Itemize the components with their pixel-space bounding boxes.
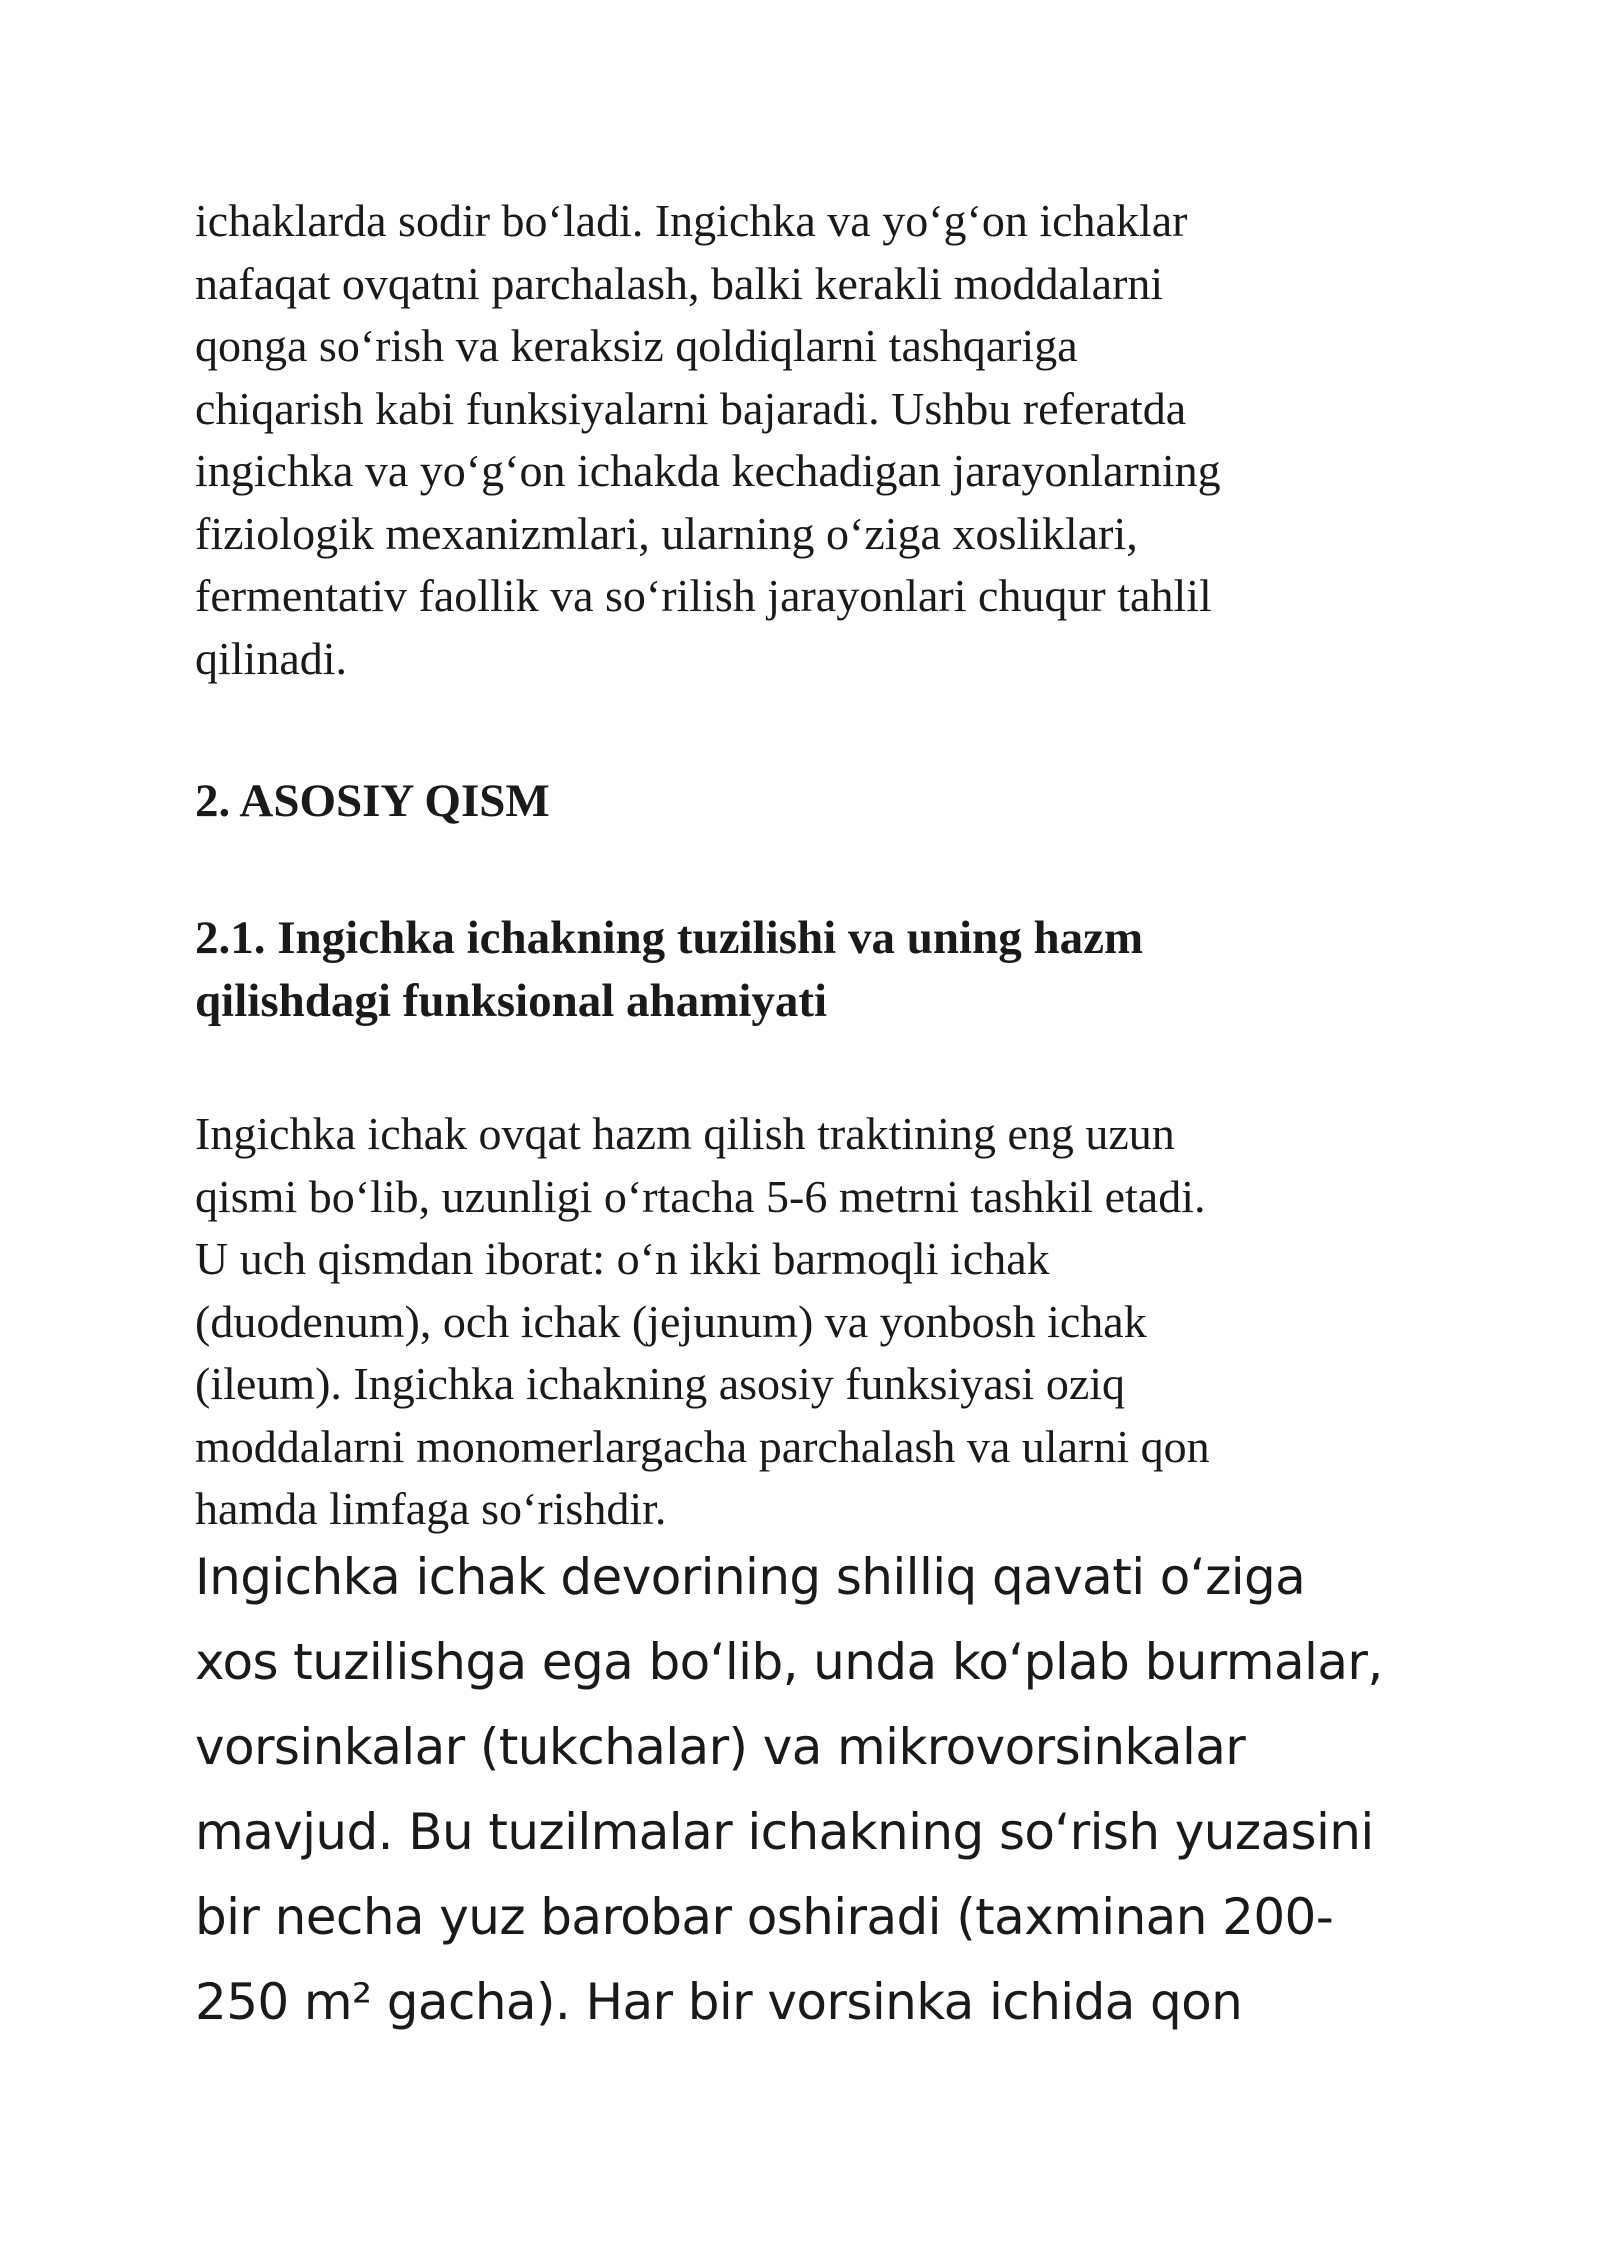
intro-line: chiqarish kabi funksiyalarni bajaradi. Ushbu referatda bbox=[195, 382, 1187, 434]
intro-line: fermentativ faollik va so‘rilish jarayonlari chuqur tahlil bbox=[195, 570, 1212, 621]
paragraph-line: mavjud. Bu tuzilmalar ichakning soʻrish yuzasini bbox=[195, 1803, 1374, 1861]
intro-line: ichaklarda sodir bo‘ladi. Ingichka va yo‘g‘on ichaklar bbox=[195, 195, 1188, 246]
paragraph-line: bir necha yuz barobar oshiradi (taxminan 200- bbox=[195, 1888, 1334, 1946]
intro-paragraph bbox=[195, 190, 1221, 690]
paragraph-line: (duodenum), och ichak (jejunum) va yonbosh ichak bbox=[195, 1295, 1147, 1347]
paragraph-line: Ingichka ichak ovqat hazm qilish traktining eng uzun bbox=[195, 1108, 1175, 1159]
subsection-heading bbox=[195, 907, 1143, 1032]
intro-line: ingichka va yo‘g‘on ichakda kechadigan jarayonlarning bbox=[195, 445, 1221, 496]
section-heading: 2. ASOSIY QISM bbox=[195, 775, 550, 827]
paragraph-line: moddalarni monomerlargacha parchalash va ularni qon bbox=[195, 1420, 1210, 1472]
intro-line: fiziologik mexanizmlari, ularning o‘ziga xosliklari, bbox=[195, 507, 1138, 559]
intro-line: qonga so‘rish va keraksiz qoldiqlarni tashqariga bbox=[195, 320, 1078, 371]
subsection-heading-line: qilishdagi funksional ahamiyati bbox=[195, 974, 828, 1027]
paragraph-line: vorsinkalar (tukchalar) va mikrovorsinkalar bbox=[195, 1718, 1246, 1776]
paragraph-line: qismi bo‘lib, uzunligi o‘rtacha 5-6 metrni tashkil etadi. bbox=[195, 1170, 1206, 1222]
subsection-heading-line: 2.1. Ingichka ichakning tuzilishi va uning hazm bbox=[195, 912, 1144, 964]
paragraph-line: xos tuzilishga ega boʻlib, unda koʻplab burmalar, bbox=[195, 1633, 1383, 1691]
paragraph-line: hamda limfaga so‘rishdir. bbox=[195, 1483, 667, 1534]
intro-line: nafaqat ovqatni parchalash, balki kerakli moddalarni bbox=[195, 257, 1164, 309]
paragraph-line: U uch qismdan iborat: o‘n ikki barmoqli ichak bbox=[195, 1233, 1050, 1284]
paragraph-line: 250 m² gacha). Har bir vorsinka ichida qon bbox=[195, 1973, 1243, 2031]
intro-line: qilinadi. bbox=[195, 632, 348, 684]
small-intestine-paragraph bbox=[195, 1103, 1210, 1541]
mucosa-paragraph bbox=[195, 1535, 1383, 2045]
paragraph-line: (ileum). Ingichka ichakning asosiy funksiyasi oziq bbox=[195, 1358, 1126, 1409]
paragraph-line: Ingichka ichak devorining shilliq qavati oʻziga bbox=[195, 1548, 1306, 1606]
